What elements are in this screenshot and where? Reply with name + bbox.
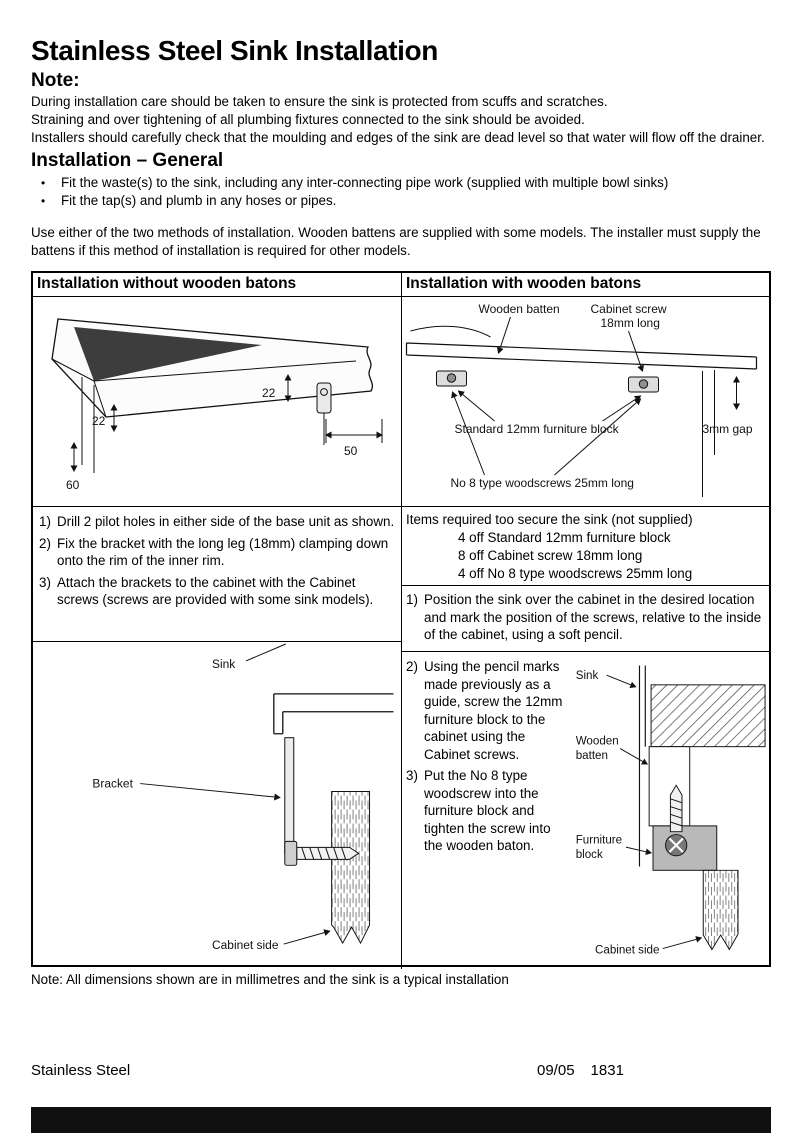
table-header-left: Installation without wooden batons (33, 273, 401, 297)
cabinet-side-panel (703, 871, 738, 950)
wooden-batten-leader (620, 749, 647, 764)
step-text: Drill 2 pilot holes in either side of the base unit as shown. (57, 514, 395, 530)
sink-edge-lines (639, 666, 645, 867)
sink-section-hatch (651, 685, 765, 747)
batten-section-diagram (402, 297, 769, 505)
note-line: Straining and over tightening of all plumbing fixtures connected to the sink should be avoided. (31, 111, 585, 127)
items-required-item: 4 off No 8 type woodscrews 25mm long (458, 566, 693, 582)
bracket-leader-line (140, 784, 280, 798)
cabinet-screw-label-2: 18mm long (600, 316, 660, 331)
column-with-battens (402, 273, 769, 969)
furniture-block-leader-right (603, 396, 641, 421)
step-item (406, 767, 566, 855)
wooden-batten-label: Wooden (575, 736, 619, 749)
step-text: Attach the brackets to the cabinet with the Cabinet screws (screws are provided with some sink models). (57, 574, 374, 608)
furniture-block-label-2: block (575, 849, 603, 862)
sink-section-diagram (33, 297, 401, 505)
sink-leader-line (246, 644, 286, 661)
installation-table (31, 271, 771, 967)
woodscrews-label: No 8 type woodscrews 25mm long (450, 476, 634, 491)
general-heading: Installation – General (31, 149, 224, 171)
table-header-right: Installation with wooden batons (402, 273, 769, 297)
cabinet-side-label: Cabinet side (212, 938, 279, 953)
bracket-label: Bracket (92, 776, 133, 791)
note-line: Installers should carefully check that the moulding and edges of the sink are dead level so that water will flow off the drainer. (31, 129, 765, 145)
step-text: Put the No 8 type woodscrew into the furniture block and tighten the screw into the wooden baton. (424, 768, 551, 854)
sink-rim-profile (274, 694, 394, 734)
woodscrew-right (639, 380, 647, 388)
sink-leader-line (607, 676, 636, 688)
furniture-block-label: Furniture (575, 834, 623, 847)
furniture-block-leader-left (459, 391, 495, 421)
items-required-item: 4 off Standard 12mm furniture block (458, 530, 671, 546)
step-item (39, 574, 395, 609)
footer-code-number: 1831 (590, 1062, 624, 1079)
page-title: Stainless Steel Sink Installation (31, 35, 438, 66)
methods-paragraph: Use either of the two methods of installation. Wooden battens are supplied with some models. The installer must supply the battens if this method of installation is required for other models. (31, 225, 761, 259)
diagram-batten-top-cell (402, 297, 769, 507)
sink-rim-strip (407, 343, 757, 369)
note-line: During installation care should be taken to ensure the sink is protected from scuffs and scratches. (31, 93, 608, 109)
cabinet-side-leader (663, 938, 702, 949)
woodscrew-left (447, 374, 455, 382)
bracket-detail-diagram (33, 642, 401, 967)
dim-label-22-right: 22 (262, 386, 276, 401)
general-bullet-list (31, 174, 771, 210)
furniture-block-label: Standard 12mm furniture block (454, 422, 619, 437)
wooden-batten-label: Wooden batten (478, 302, 560, 317)
column-without-battens (33, 273, 402, 969)
cabinet-side-label: Cabinet side (595, 944, 660, 957)
step-text: Position the sink over the cabinet in the desired location and mark the position of the screws, relative to the inside of the cabinet, using a soft pencil. (424, 592, 762, 643)
step-number: 3) (406, 768, 418, 784)
footer-date-code (537, 1062, 640, 1079)
step-item (39, 513, 395, 531)
bracket-shape (285, 738, 294, 854)
bottom-note: Note: All dimensions shown are in millimetres and the sink is a typical installation (31, 972, 509, 988)
footer-black-bar (31, 1107, 771, 1133)
items-required-item: 8 off Cabinet screw 18mm long (458, 548, 643, 564)
step-item (406, 591, 765, 644)
note-paragraph (31, 93, 771, 147)
screw-head (285, 842, 297, 866)
cabinet-screw-label: Cabinet screw (590, 302, 667, 317)
bullet-item: • Fit the tap(s) and plumb in any hoses or pipes. (31, 192, 771, 210)
bowl-edge-curve (411, 327, 491, 338)
step-item (39, 535, 395, 570)
steps-and-diagram-cell (402, 652, 769, 969)
step-number: 2) (406, 659, 418, 675)
items-required-cell (402, 507, 769, 586)
step-item (406, 658, 566, 763)
furniture-block-leader (626, 848, 651, 854)
note-heading: Note: (31, 69, 80, 91)
steps-with-battens (402, 652, 568, 969)
step-number: 2) (39, 535, 51, 551)
step-text: Using the pencil marks made previously as a guide, screw the 12mm furniture block to the cabinet using the Cabinet screws. (424, 659, 563, 762)
diagram-batten-detail-cell (568, 652, 767, 969)
gap-label: 3mm gap (702, 422, 753, 437)
dim-label-22-left: 22 (92, 414, 106, 429)
bullet-item: • Fit the waste(s) to the sink, including any inter-connecting pipe work (supplied with multiple bowl sinks) (31, 174, 771, 192)
diagram-no-batten-top-cell (33, 297, 401, 507)
diagram-bracket-detail-cell (33, 642, 401, 969)
cabinet-screw-leader (629, 331, 643, 371)
wooden-batten-shape (649, 747, 690, 826)
items-required-title: Items required too secure the sink (not supplied) (406, 512, 693, 528)
dim-label-60: 60 (66, 478, 80, 493)
step-number: 1) (39, 514, 51, 530)
cabinet-side-panel (332, 792, 370, 944)
dim-label-50: 50 (344, 444, 358, 459)
footer-date: 09/05 (537, 1062, 575, 1079)
clip-bracket (317, 383, 331, 413)
sink-label: Sink (575, 670, 599, 683)
step-number: 1) (406, 592, 418, 608)
step-one-cell (402, 586, 769, 652)
woodscrews-leader-right (555, 399, 641, 475)
items-required-list (406, 529, 765, 583)
sink-label: Sink (212, 657, 236, 672)
wooden-batten-label-2: batten (575, 750, 608, 763)
steps-without-battens (33, 507, 401, 642)
step-text: Fix the bracket with the long leg (18mm) clamping down onto the rim of the inner rim. (57, 535, 389, 569)
batten-detail-diagram (568, 652, 767, 967)
step-number: 3) (39, 574, 51, 590)
cabinet-side-leader-line (284, 932, 330, 945)
footer-product-name: Stainless Steel (31, 1062, 131, 1079)
